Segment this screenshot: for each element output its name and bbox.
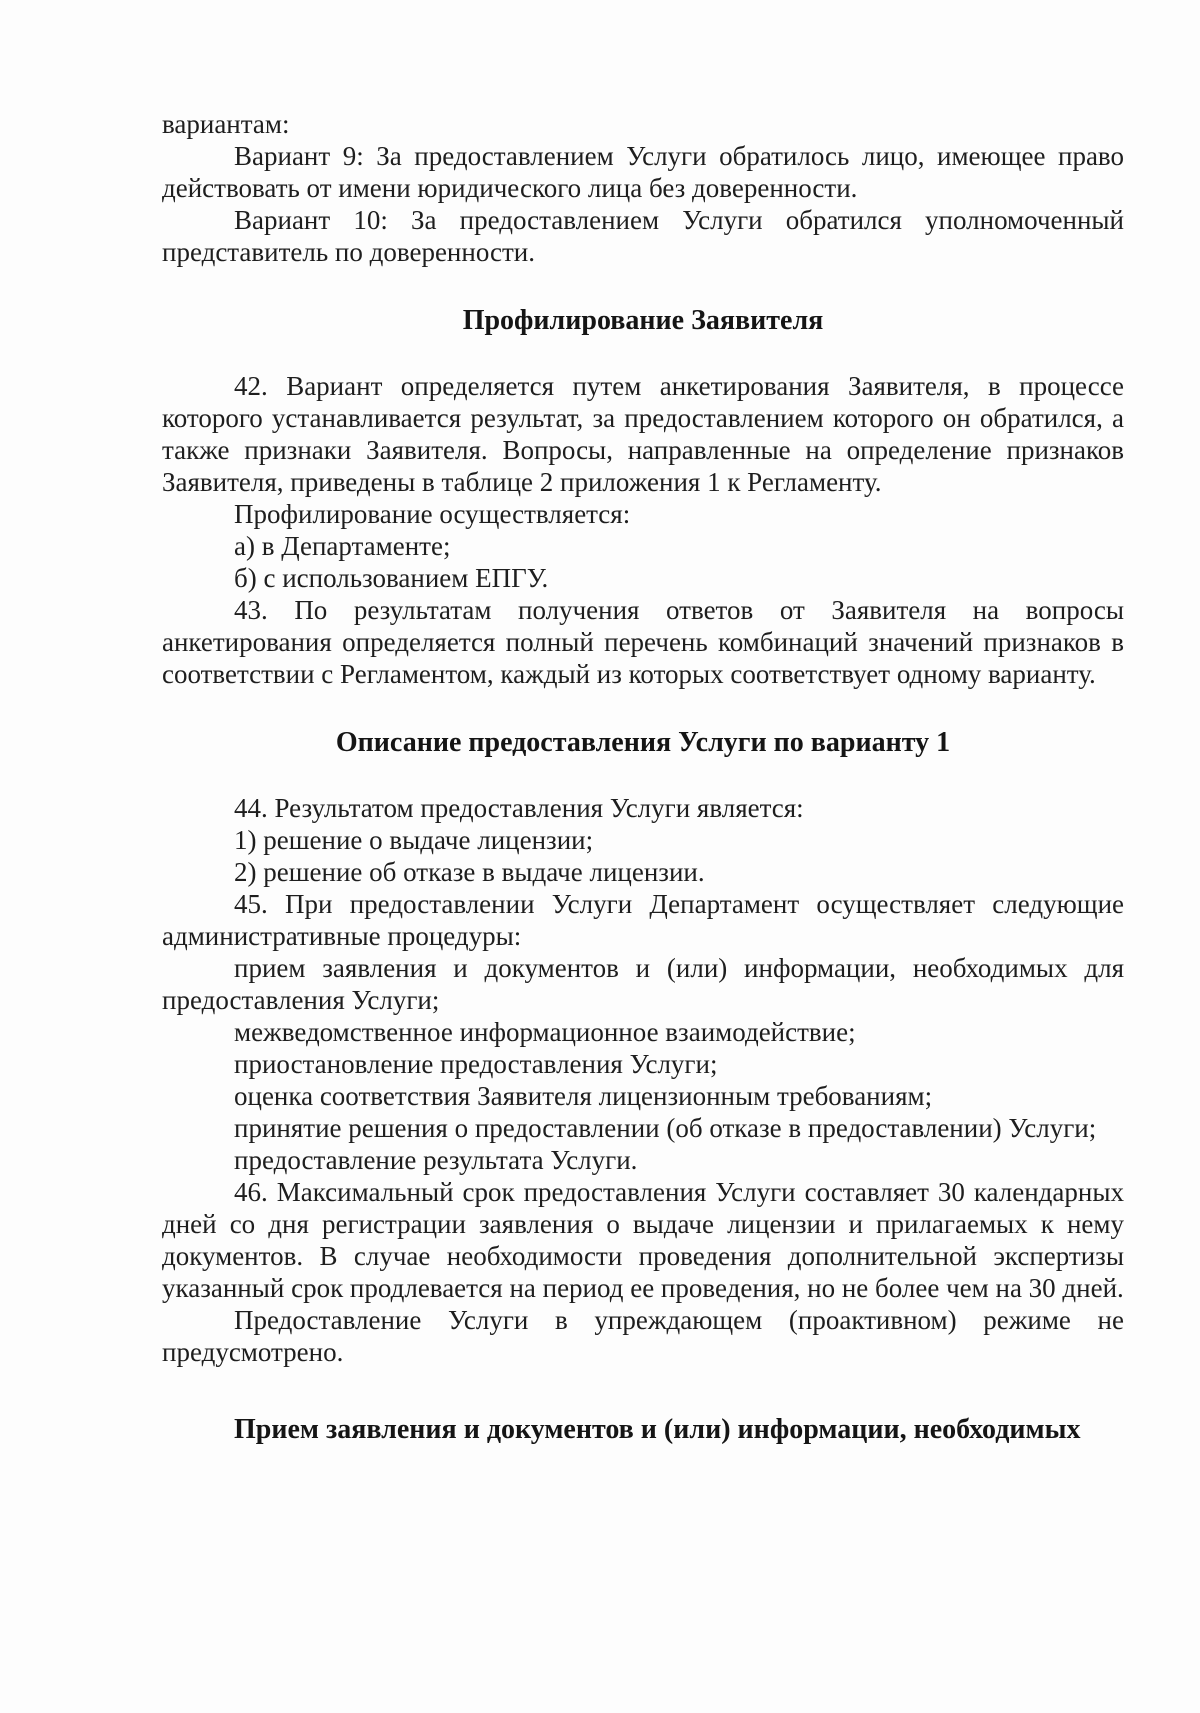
paragraph-proactive: Предоставление Услуги в упреждающем (проактивном) режиме не предусмотрено. — [162, 1305, 1124, 1367]
heading-profiling: Профилирование Заявителя — [462, 305, 824, 336]
procedure-item: оценка соответствия Заявителя лицензионным требованиям; — [234, 1081, 933, 1111]
list-item-a: а) в Департаменте; — [234, 531, 451, 561]
paragraph-46: 46. Максимальный срок предоставления Услуги составляет 30 календарных дней со дня регистрации заявления о выдаче лицензии и прилагаемых к нему документов. В случае необходимости проведения дополнительной экспертизы указанный срок продлевается на период ее проведения, но не более чем на 30 дней. — [162, 1177, 1124, 1303]
document-body — [162, 108, 1124, 1446]
paragraph-45: 45. При предоставлении Услуги Департамент осуществляет следующие административные процедуры: — [162, 889, 1124, 951]
procedure-item: предоставление результата Услуги. — [234, 1145, 638, 1175]
heading-variant-1: Описание предоставления Услуги по варианту 1 — [335, 727, 951, 758]
list-item-b: б) с использованием ЕПГУ. — [234, 563, 549, 593]
paragraph-variants-intro: вариантам: — [162, 109, 290, 139]
list-item-1: 1) решение о выдаче лицензии; — [234, 825, 594, 855]
procedure-item: межведомственное информационное взаимодействие; — [234, 1017, 856, 1047]
paragraph-variant-9: Вариант 9: За предоставлением Услуги обратилось лицо, имеющее право действовать от имени юридического лица без доверенности. — [162, 141, 1124, 203]
list-item-2: 2) решение об отказе в выдаче лицензии. — [234, 857, 705, 887]
paragraph-variant-10: Вариант 10: За предоставлением Услуги обратился уполномоченный представитель по доверенности. — [162, 205, 1124, 267]
paragraph-44: 44. Результатом предоставления Услуги является: — [234, 793, 804, 823]
procedure-item: прием заявления и документов и (или) информации, необходимых для предоставления Услуги; — [162, 953, 1124, 1015]
paragraph-43: 43. По результатам получения ответов от Заявителя на вопросы анкетирования определяется полный перечень комбинаций значений признаков в соответствии с Регламентом, каждый из которых соответствует одному варианту. — [162, 595, 1124, 689]
heading-reception: Прием заявления и документов и (или) информации, необходимых — [234, 1414, 1081, 1445]
procedure-item: принятие решения о предоставлении (об отказе в предоставлении) Услуги; — [234, 1113, 1097, 1143]
paragraph-profiling-intro: Профилирование осуществляется: — [234, 499, 631, 529]
procedure-item: приостановление предоставления Услуги; — [234, 1049, 718, 1079]
paragraph-42: 42. Вариант определяется путем анкетирования Заявителя, в процессе которого устанавливается результат, за предоставлением которого он обратился, а также признаки Заявителя. Вопросы, направленные на определение признаков Заявителя, приведены в таблице 2 приложения 1 к Регламенту. — [162, 371, 1124, 497]
